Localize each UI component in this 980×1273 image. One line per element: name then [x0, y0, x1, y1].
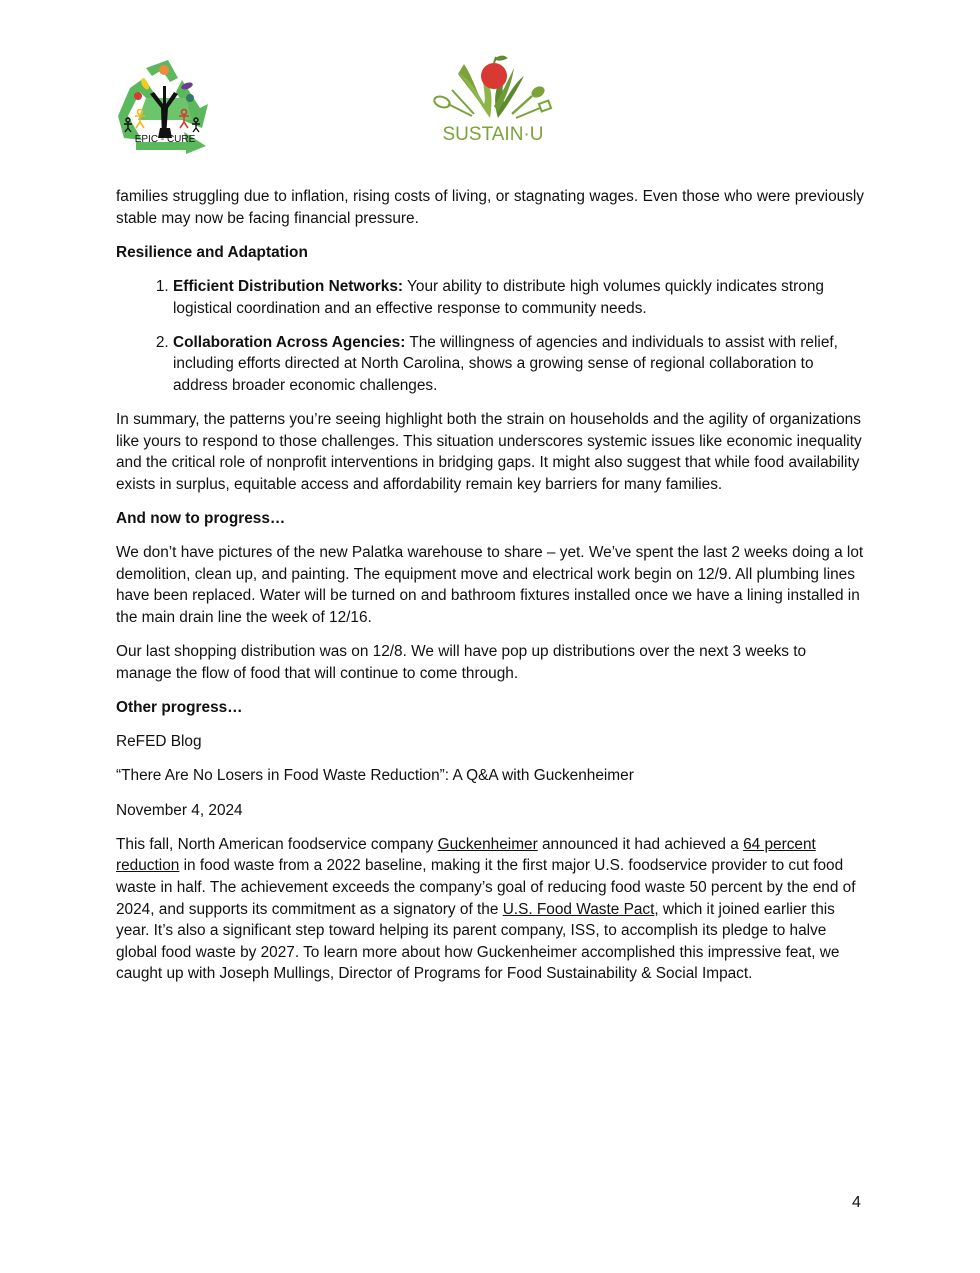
list-item-text: The willingness of agencies and individuals to assist with relief, including efforts directed at North Carolina, shows a growing sense of regional collaboration to address broader economic challenges.	[173, 333, 838, 394]
article-text: announced it had achieved a	[537, 835, 744, 853]
article-paragraph	[116, 834, 864, 985]
recycle-tree-icon	[116, 58, 214, 154]
article-date: November 4, 2024	[116, 801, 243, 819]
summary-paragraph: In summary, the patterns you’re seeing highlight both the strain on households and the agility of organizations like yours to respond to those challenges. This situation underscores systemic issues like economic inequality and the critical role of nonprofit interventions in bridging gaps. It might also suggest that while food availability exists in surplus, equitable access and affordability remain key barriers for many families.	[116, 411, 862, 493]
guckenheimer-link[interactable]: Guckenheimer	[437, 835, 538, 853]
article-text: This fall, North American foodservice company	[116, 835, 438, 853]
progress-heading: And now to progress…	[116, 510, 286, 528]
epic-cure-logo	[116, 58, 214, 154]
article-text: , which it joined earlier this year. It’s also a significant step toward helping its parent company, ISS, to accomplish its pledge to halve global food waste by 2027. To learn more about how Guckenheimer accomplished this impressive feat, we caught up with Joseph Mullings, Director of Programs for Food Sustainability & Social Impact.	[116, 900, 840, 983]
other-progress-heading: Other progress…	[116, 699, 243, 717]
list-item-title: Collaboration Across Agencies:	[173, 333, 406, 351]
article-text: in food waste from a 2022 baseline, making it the first major U.S. foodservice provider to cut food waste in half. The achievement exceeds the company’s goal of reducing food waste 50 percent by the end of 2024, and supports its commitment as a signatory of the	[116, 857, 856, 918]
distribution-paragraph: Our last shopping distribution was on 12/8. We will have pop up distributions over the next 3 weeks to manage the flow of food that will continue to come through.	[116, 643, 807, 682]
hands-apple-icon	[428, 54, 558, 150]
food-waste-pact-link[interactable]: U.S. Food Waste Pact	[502, 900, 655, 918]
64-percent-reduction-link[interactable]: 64 percent reduction	[116, 835, 816, 875]
sustain-u-logo	[428, 54, 558, 150]
list-item	[173, 276, 864, 319]
sustain-u-caption: SUSTAIN·U	[442, 124, 544, 145]
page-number: 4	[852, 1194, 861, 1211]
list-item-text: Your ability to distribute high volumes quickly indicates strong logistical coordination and an effective response to community needs.	[173, 277, 824, 317]
resilience-heading: Resilience and Adaptation	[116, 243, 308, 261]
blog-source: ReFED Blog	[116, 733, 202, 751]
document-body	[116, 186, 864, 998]
progress-paragraph: We don’t have pictures of the new Palatka warehouse to share – yet. We’ve spent the last 2 weeks doing a lot demolition, clean up, and painting. The equipment move and electrical work begin on 12/9. All plumbing lines have been replaced. Water will be turned on and bathroom fixtures installed once we have a lining installed in the main drain line the week of 12/16.	[116, 544, 864, 627]
list-item-title: Efficient Distribution Networks:	[173, 277, 404, 295]
article-title: “There Are No Losers in Food Waste Reduction”: A Q&A with Guckenheimer	[116, 767, 634, 785]
resilience-list	[116, 276, 864, 397]
epic-cure-caption: EPIC - CURE	[134, 134, 196, 145]
list-item	[173, 332, 864, 397]
intro-paragraph: families struggling due to inflation, rising costs of living, or stagnating wages. Even those who were previously stable may now be facing financial pressure.	[116, 188, 864, 227]
